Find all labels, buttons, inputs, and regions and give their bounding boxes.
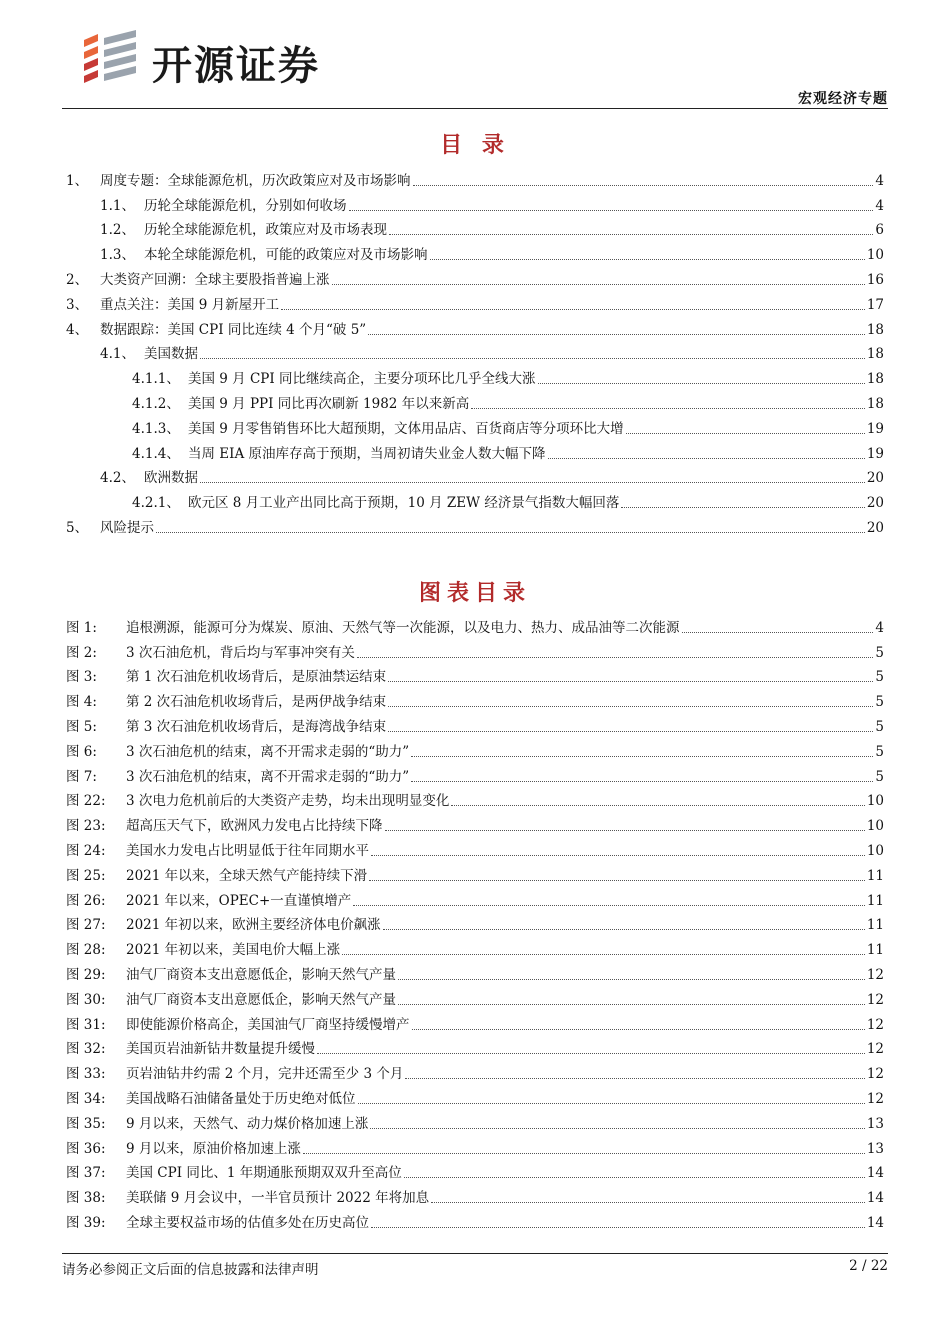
brand-logo (78, 28, 348, 89)
leader-dots (430, 259, 865, 260)
entry-number: 图 26: (66, 892, 106, 909)
entry-title: 全球主要权益市场的估值多处在历史高位 (126, 1214, 369, 1231)
entry-number: 4.1.2、 (132, 395, 180, 412)
leader-dots (369, 880, 865, 881)
entry-page: 10 (866, 842, 884, 859)
entry-page: 12 (866, 1066, 884, 1083)
entry-number: 图 38: (66, 1190, 106, 1207)
entry-number: 图 4: (66, 694, 97, 711)
entry-number: 图 28: (66, 942, 106, 959)
entry-page: 10 (866, 818, 884, 835)
entry-title: 油气厂商资本支出意愿低企，影响天然气产量 (126, 991, 396, 1008)
entry-title: 美国战略石油储备量处于历史绝对低位 (126, 1090, 356, 1107)
leader-dots (371, 1227, 865, 1228)
leader-dots (389, 234, 873, 235)
entry-number: 图 29: (66, 966, 106, 983)
entry-page: 5 (875, 644, 884, 661)
leader-dots (405, 1078, 864, 1079)
entry-title: 美国 9 月 PPI 同比再次刷新 1982 年以来新高 (188, 395, 470, 412)
toc-entry[interactable] (66, 264, 884, 289)
entry-number: 4.1.4、 (132, 445, 180, 462)
figure-entry[interactable] (66, 835, 884, 860)
entry-number: 图 22: (66, 793, 106, 810)
entry-title: 欧洲数据 (144, 470, 198, 487)
entry-title: 第 2 次石油危机收场背后，是两伊战争结束 (126, 694, 387, 711)
entry-title: 3 次石油危机，背后均与军事冲突有关 (126, 644, 355, 661)
entry-number: 图 3: (66, 669, 97, 686)
entry-number: 图 5: (66, 718, 97, 735)
entry-page: 11 (866, 892, 884, 909)
toc-entry[interactable] (66, 438, 884, 463)
entry-number: 4、 (66, 321, 89, 338)
entry-page: 14 (866, 1214, 884, 1231)
entry-title: 2021 年初以来，美国电价大幅上涨 (126, 942, 341, 959)
entry-page: 18 (866, 371, 884, 388)
entry-title: 美国数据 (144, 346, 198, 363)
entry-title: 美国 9 月 CPI 同比继续高企，主要分项环比几乎全线大涨 (188, 371, 536, 388)
entry-title: 历轮全球能源危机，分别如何收场 (144, 197, 347, 214)
leader-dots (412, 1029, 865, 1030)
table-of-contents (66, 165, 884, 537)
entry-page: 18 (866, 321, 884, 338)
entry-number: 2、 (66, 271, 89, 288)
toc-entry[interactable] (66, 239, 884, 264)
toc-entry[interactable] (66, 463, 884, 488)
entry-number: 图 2: (66, 644, 97, 661)
entry-title: 重点关注：美国 9 月新屋开工 (100, 296, 280, 313)
entry-number: 4.1、 (100, 346, 135, 363)
entry-page: 4 (875, 619, 884, 636)
leader-dots (200, 482, 865, 483)
leader-dots (281, 309, 865, 310)
entry-title: 美国页岩油新钻井数量提升缓慢 (126, 1041, 315, 1058)
leader-dots (357, 657, 874, 658)
entry-number: 5、 (66, 519, 89, 536)
figure-entry[interactable] (66, 885, 884, 910)
entry-page: 10 (866, 247, 884, 264)
figure-entry[interactable] (66, 612, 884, 637)
entry-page: 18 (866, 395, 884, 412)
entry-title: 历轮全球能源危机，政策应对及市场表现 (144, 222, 387, 239)
figure-entry[interactable] (66, 1009, 884, 1034)
entry-number: 图 32: (66, 1041, 106, 1058)
entry-number: 图 34: (66, 1090, 106, 1107)
entry-number: 图 1: (66, 619, 97, 636)
entry-page: 5 (875, 694, 884, 711)
entry-page: 5 (875, 768, 884, 785)
figure-entry[interactable] (66, 1034, 884, 1059)
leader-dots (303, 1153, 865, 1154)
entry-page: 10 (866, 793, 884, 810)
entry-number: 4.1.1、 (132, 371, 180, 388)
figure-entry[interactable] (66, 1108, 884, 1133)
entry-page: 6 (875, 222, 884, 239)
entry-title: 追根溯源，能源可分为煤炭、原油、天然气等一次能源，以及电力、热力、成品油等二次能源 (126, 619, 680, 636)
entry-title: 3 次电力危机前后的大类资产走势，均未出现明显变化 (126, 793, 450, 810)
entry-title: 第 1 次石油危机收场背后，是原油禁运结束 (126, 669, 387, 686)
footer-divider (62, 1253, 888, 1254)
entry-title: 周度专题：全球能源危机，历次政策应对及市场影响 (100, 172, 411, 189)
leader-dots (353, 905, 865, 906)
figure-entry[interactable] (66, 1058, 884, 1083)
header-divider (62, 108, 888, 109)
entry-title: 当周 EIA 原油库存高于预期，当周初请失业金人数大幅下降 (188, 445, 546, 462)
figure-entry[interactable] (66, 711, 884, 736)
entry-number: 图 31: (66, 1016, 106, 1033)
entry-title: 美国 9 月零售销售环比大超预期，文体用品店、百货商店等分项环比大增 (188, 420, 624, 437)
entry-page: 11 (866, 942, 884, 959)
entry-number: 图 27: (66, 917, 106, 934)
leader-dots (388, 681, 873, 682)
entry-page: 19 (866, 420, 884, 437)
leader-dots (411, 756, 873, 757)
leader-dots (398, 979, 865, 980)
leader-dots (411, 781, 873, 782)
leader-dots (383, 929, 865, 930)
entry-title: 美国水力发电占比明显低于往年同期水平 (126, 842, 369, 859)
footer-disclaimer: 请务必参阅正文后面的信息披露和法律声明 (62, 1262, 319, 1278)
entry-page: 5 (875, 669, 884, 686)
entry-title: 9 月以来，天然气、动力煤价格加速上涨 (126, 1115, 369, 1132)
entry-title: 2021 年以来，全球天然气产能持续下滑 (126, 867, 368, 884)
leader-dots (471, 408, 865, 409)
entry-number: 图 25: (66, 867, 106, 884)
entry-title: 本轮全球能源危机，可能的政策应对及市场影响 (144, 247, 428, 264)
figure-entry[interactable] (66, 736, 884, 761)
figure-list (66, 612, 884, 1232)
figure-entry[interactable] (66, 860, 884, 885)
brand-mark-icon (78, 28, 142, 86)
entry-page: 12 (866, 1041, 884, 1058)
entry-number: 1、 (66, 172, 89, 189)
leader-dots (156, 532, 865, 533)
leader-dots (385, 830, 865, 831)
entry-number: 图 24: (66, 842, 106, 859)
entry-title: 风险提示 (100, 519, 154, 536)
leader-dots (548, 458, 865, 459)
leader-dots (317, 1053, 865, 1054)
entry-number: 4.2、 (100, 470, 135, 487)
entry-page: 13 (866, 1115, 884, 1132)
leader-dots (431, 1202, 865, 1203)
entry-page: 12 (866, 966, 884, 983)
toc-entry[interactable] (66, 413, 884, 438)
toc-entry[interactable] (66, 215, 884, 240)
figure-entry[interactable] (66, 1133, 884, 1158)
figure-entry[interactable] (66, 959, 884, 984)
entry-number: 图 30: (66, 991, 106, 1008)
entry-number: 1.3、 (100, 247, 135, 264)
leader-dots (626, 433, 865, 434)
figure-entry[interactable] (66, 810, 884, 835)
leader-dots (538, 383, 865, 384)
leader-dots (349, 210, 874, 211)
entry-title: 9 月以来，原油价格加速上涨 (126, 1140, 301, 1157)
entry-page: 20 (866, 495, 884, 512)
figure-entry[interactable] (66, 786, 884, 811)
entry-number: 4.1.3、 (132, 420, 180, 437)
entry-page: 20 (866, 519, 884, 536)
figures-title: 图表目录 (418, 581, 531, 606)
leader-dots (451, 805, 864, 806)
entry-page: 13 (866, 1140, 884, 1157)
entry-page: 14 (866, 1190, 884, 1207)
entry-title: 美国 CPI 同比、1 年期通胀预期双双升至高位 (126, 1165, 402, 1182)
leader-dots (370, 1128, 864, 1129)
entry-number: 图 36: (66, 1140, 106, 1157)
entry-page: 20 (866, 470, 884, 487)
entry-page: 12 (866, 1016, 884, 1033)
entry-page: 11 (866, 917, 884, 934)
leader-dots (358, 1103, 865, 1104)
figure-entry[interactable] (66, 761, 884, 786)
leader-dots (371, 855, 865, 856)
toc-entry[interactable] (66, 165, 884, 190)
entry-title: 3 次石油危机的结束，离不开需求走弱的“助力” (126, 768, 410, 785)
entry-page: 11 (866, 867, 884, 884)
toc-entry[interactable] (66, 363, 884, 388)
entry-title: 3 次石油危机的结束，离不开需求走弱的“助力” (126, 743, 410, 760)
entry-title: 页岩油钻井约需 2 个月，完井还需至少 3 个月 (126, 1066, 404, 1083)
toc-entry[interactable] (66, 190, 884, 215)
toc-entry[interactable] (66, 314, 884, 339)
entry-page: 5 (875, 743, 884, 760)
entry-number: 图 7: (66, 768, 97, 785)
figure-entry[interactable] (66, 934, 884, 959)
figure-entry[interactable] (66, 686, 884, 711)
toc-entry[interactable] (66, 339, 884, 364)
entry-number: 图 33: (66, 1066, 106, 1083)
leader-dots (682, 632, 874, 633)
leader-dots (368, 334, 865, 335)
leader-dots (413, 185, 874, 186)
figure-entry[interactable] (66, 662, 884, 687)
entry-title: 即使能源价格高企，美国油气厂商坚持缓慢增产 (126, 1016, 410, 1033)
entry-number: 4.2.1、 (132, 495, 180, 512)
page-number: 2 / 22 (849, 1258, 888, 1274)
toc-entry[interactable] (66, 512, 884, 537)
entry-page: 4 (875, 172, 884, 189)
entry-page: 12 (866, 991, 884, 1008)
brand-name: 开源证券 (152, 43, 320, 89)
entry-title: 油气厂商资本支出意愿低企，影响天然气产量 (126, 966, 396, 983)
entry-page: 12 (866, 1090, 884, 1107)
toc-entry[interactable] (66, 289, 884, 314)
report-type: 宏观经济专题 (798, 91, 888, 107)
entry-title: 美联储 9 月会议中，一半官员预计 2022 年将加息 (126, 1190, 430, 1207)
entry-number: 1.2、 (100, 222, 135, 239)
leader-dots (388, 731, 873, 732)
leader-dots (398, 1004, 865, 1005)
figure-entry[interactable] (66, 1182, 884, 1207)
entry-title: 大类资产回溯：全球主要股指普遍上涨 (100, 271, 330, 288)
entry-title: 欧元区 8 月工业产出同比高于预期，10 月 ZEW 经济景气指数大幅回落 (188, 495, 620, 512)
toc-entry[interactable] (66, 487, 884, 512)
entry-title: 2021 年初以来，欧洲主要经济体电价飙涨 (126, 917, 381, 934)
toc-title: 目 录 (440, 133, 510, 158)
entry-page: 5 (875, 718, 884, 735)
toc-entry[interactable] (66, 388, 884, 413)
figure-entry[interactable] (66, 637, 884, 662)
entry-number: 3、 (66, 296, 89, 313)
entry-page: 19 (866, 445, 884, 462)
entry-title: 超高压天气下，欧洲风力发电占比持续下降 (126, 818, 383, 835)
entry-page: 14 (866, 1165, 884, 1182)
figure-entry[interactable] (66, 910, 884, 935)
entry-title: 2021 年以来，OPEC+一直谨慎增产 (126, 892, 352, 909)
entry-page: 18 (866, 346, 884, 363)
leader-dots (621, 507, 864, 508)
entry-number: 图 23: (66, 818, 106, 835)
entry-number: 图 37: (66, 1165, 106, 1182)
entry-number: 图 6: (66, 743, 97, 760)
entry-title: 第 3 次石油危机收场背后，是海湾战争结束 (126, 718, 387, 735)
figure-entry[interactable] (66, 1083, 884, 1108)
leader-dots (332, 284, 865, 285)
entry-number: 图 39: (66, 1214, 106, 1231)
entry-title: 数据跟踪：美国 CPI 同比连续 4 个月“破 5” (100, 321, 367, 338)
leader-dots (388, 706, 873, 707)
entry-number: 1.1、 (100, 197, 135, 214)
entry-page: 16 (866, 271, 884, 288)
entry-page: 4 (875, 197, 884, 214)
figure-entry[interactable] (66, 1207, 884, 1232)
entry-number: 图 35: (66, 1115, 106, 1132)
figure-entry[interactable] (66, 1158, 884, 1183)
leader-dots (200, 358, 865, 359)
leader-dots (404, 1177, 865, 1178)
figure-entry[interactable] (66, 984, 884, 1009)
entry-page: 17 (866, 296, 884, 313)
leader-dots (342, 954, 865, 955)
